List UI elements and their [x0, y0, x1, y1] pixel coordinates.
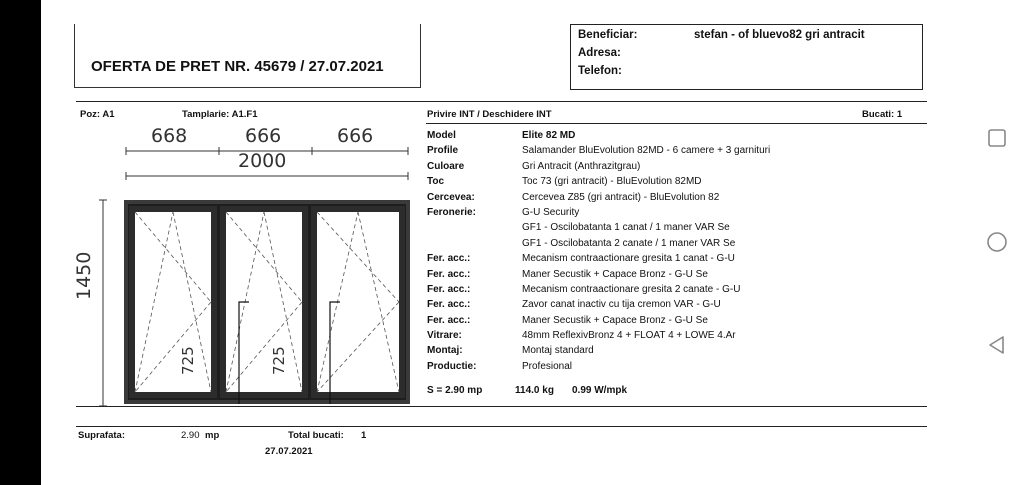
pieces-label: Bucati: 1: [862, 109, 903, 120]
footer-date: 27.07.2021: [265, 446, 313, 457]
offer-title-box: [74, 24, 421, 88]
total-pieces-label: Total bucati:: [288, 430, 344, 441]
spec-value: Zavor canat inactiv cu tija cremon VAR - G-U: [522, 299, 721, 311]
handle-height-1: 725: [179, 346, 197, 375]
spec-key: Model: [427, 130, 456, 141]
spec-key: Fer. acc.:: [427, 283, 471, 295]
width-dim-3: 666: [337, 125, 374, 147]
spec-row: [427, 205, 770, 220]
spec-row: [427, 251, 770, 266]
spec-value: GF1 - Oscilobatanta 2 canate / 1 maner VAR Se: [522, 237, 736, 249]
phone-label: Telefon:: [578, 65, 622, 77]
spec-value: GF1 - Oscilobatanta 1 canat / 1 maner VAR Se: [522, 222, 730, 234]
spec-value: Mecanism contraactionare gresita 1 canat - G-U: [522, 253, 735, 265]
spec-key: Vitrare:: [427, 330, 462, 342]
beneficiary-box: [570, 24, 923, 90]
spec-value: Elite 82 MD: [522, 130, 576, 141]
spec-row: [427, 328, 770, 343]
spec-key: Fer. acc.:: [427, 299, 471, 311]
spec-key: Productie:: [427, 360, 477, 372]
tamplarie-label: Tamplarie: A1.F1: [182, 109, 258, 120]
spec-key: Cercevea:: [427, 191, 475, 203]
spec-row: [427, 267, 770, 282]
summary-area: S = 2.90 mp: [427, 385, 483, 396]
height-dim: 1450: [73, 251, 95, 300]
spec-row: [427, 174, 770, 189]
spec-row: [427, 359, 770, 374]
width-dim-1: 668: [151, 125, 188, 147]
window-frame: [124, 200, 410, 404]
spec-key: Toc: [427, 176, 445, 188]
surface-unit: mp: [205, 430, 220, 441]
recents-button[interactable]: [985, 126, 1009, 150]
spec-value: Maner Secustik + Capace Bronz - G-U Se: [522, 314, 708, 326]
spec-value: Montaj standard: [522, 345, 594, 357]
home-button[interactable]: [985, 230, 1009, 254]
spec-row: [427, 128, 770, 143]
home-icon: [986, 231, 1008, 253]
spec-value: Salamander BluEvolution 82MD - 6 camere + 3 garnituri: [522, 145, 771, 157]
total-width-dim: 2000: [238, 150, 287, 172]
spec-row: [427, 297, 770, 312]
spec-value: Profesional: [522, 360, 573, 372]
spec-key: Culoare: [427, 160, 465, 172]
system-nav-bar: [971, 0, 1024, 485]
spec-value: Toc 73 (gri antracit) - BluEvolution 82MD: [522, 176, 702, 188]
address-label: Adresa:: [578, 47, 621, 59]
poz-label: Poz: A1: [80, 109, 115, 120]
offer-title: OFERTA DE PRET NR. 45679 / 27.07.2021: [91, 58, 384, 75]
spec-row: [427, 159, 770, 174]
back-button[interactable]: [985, 333, 1009, 357]
footer-rule: [76, 426, 927, 427]
view-label: Privire INT / Deschidere INT: [427, 109, 552, 120]
section-bottom-rule: [76, 406, 927, 407]
spec-key: [427, 236, 522, 251]
summary-weight: 114.0 kg: [515, 385, 554, 396]
spec-row: [427, 343, 770, 358]
spec-row: [427, 190, 770, 205]
spec-key: [427, 220, 522, 235]
spec-value: Maner Secustik + Capace Bronz - G-U Se: [522, 268, 708, 280]
surface-value: 2.90: [181, 430, 200, 441]
spec-value: G-U Security: [522, 206, 580, 218]
spec-key: Profile: [427, 145, 459, 157]
section-top-rule: [76, 101, 927, 102]
width-dim-2: 666: [245, 125, 282, 147]
spec-key: Fer. acc.:: [427, 314, 471, 326]
spec-key: Fer. acc.:: [427, 253, 471, 265]
beneficiary-value: stefan - of bluevo82 gri antracit: [694, 29, 865, 41]
spec-row: [427, 236, 770, 251]
spec-row: [427, 143, 770, 158]
spec-key: Feronerie:: [427, 206, 476, 218]
total-pieces-value: 1: [361, 430, 367, 441]
header-underline: [426, 123, 927, 124]
back-icon: [987, 335, 1007, 355]
spec-value: Mecanism contraactionare gresita 2 canate - G-U: [522, 283, 741, 295]
spec-list: [427, 128, 770, 374]
offer-document: [41, 0, 971, 485]
spec-value: 48mm ReflexivBronz 4 + FLOAT 4 + LOWE 4.Ar: [522, 330, 736, 342]
spec-row: [427, 282, 770, 297]
surface-label: Suprafata:: [78, 430, 125, 441]
spec-row: [427, 313, 770, 328]
spec-key: Fer. acc.:: [427, 268, 471, 280]
recents-icon: [987, 128, 1007, 148]
summary-uw: 0.99 W/mpk: [572, 385, 628, 396]
spec-value: Cercevea Z85 (gri antracit) - BluEvolution 82: [522, 191, 720, 203]
beneficiary-label: Beneficiar:: [578, 29, 638, 41]
spec-value: Gri Antracit (Anthrazitgrau): [522, 160, 641, 172]
spec-row: [427, 220, 770, 235]
spec-key: Montaj:: [427, 345, 463, 357]
handle-height-2: 725: [270, 346, 288, 375]
